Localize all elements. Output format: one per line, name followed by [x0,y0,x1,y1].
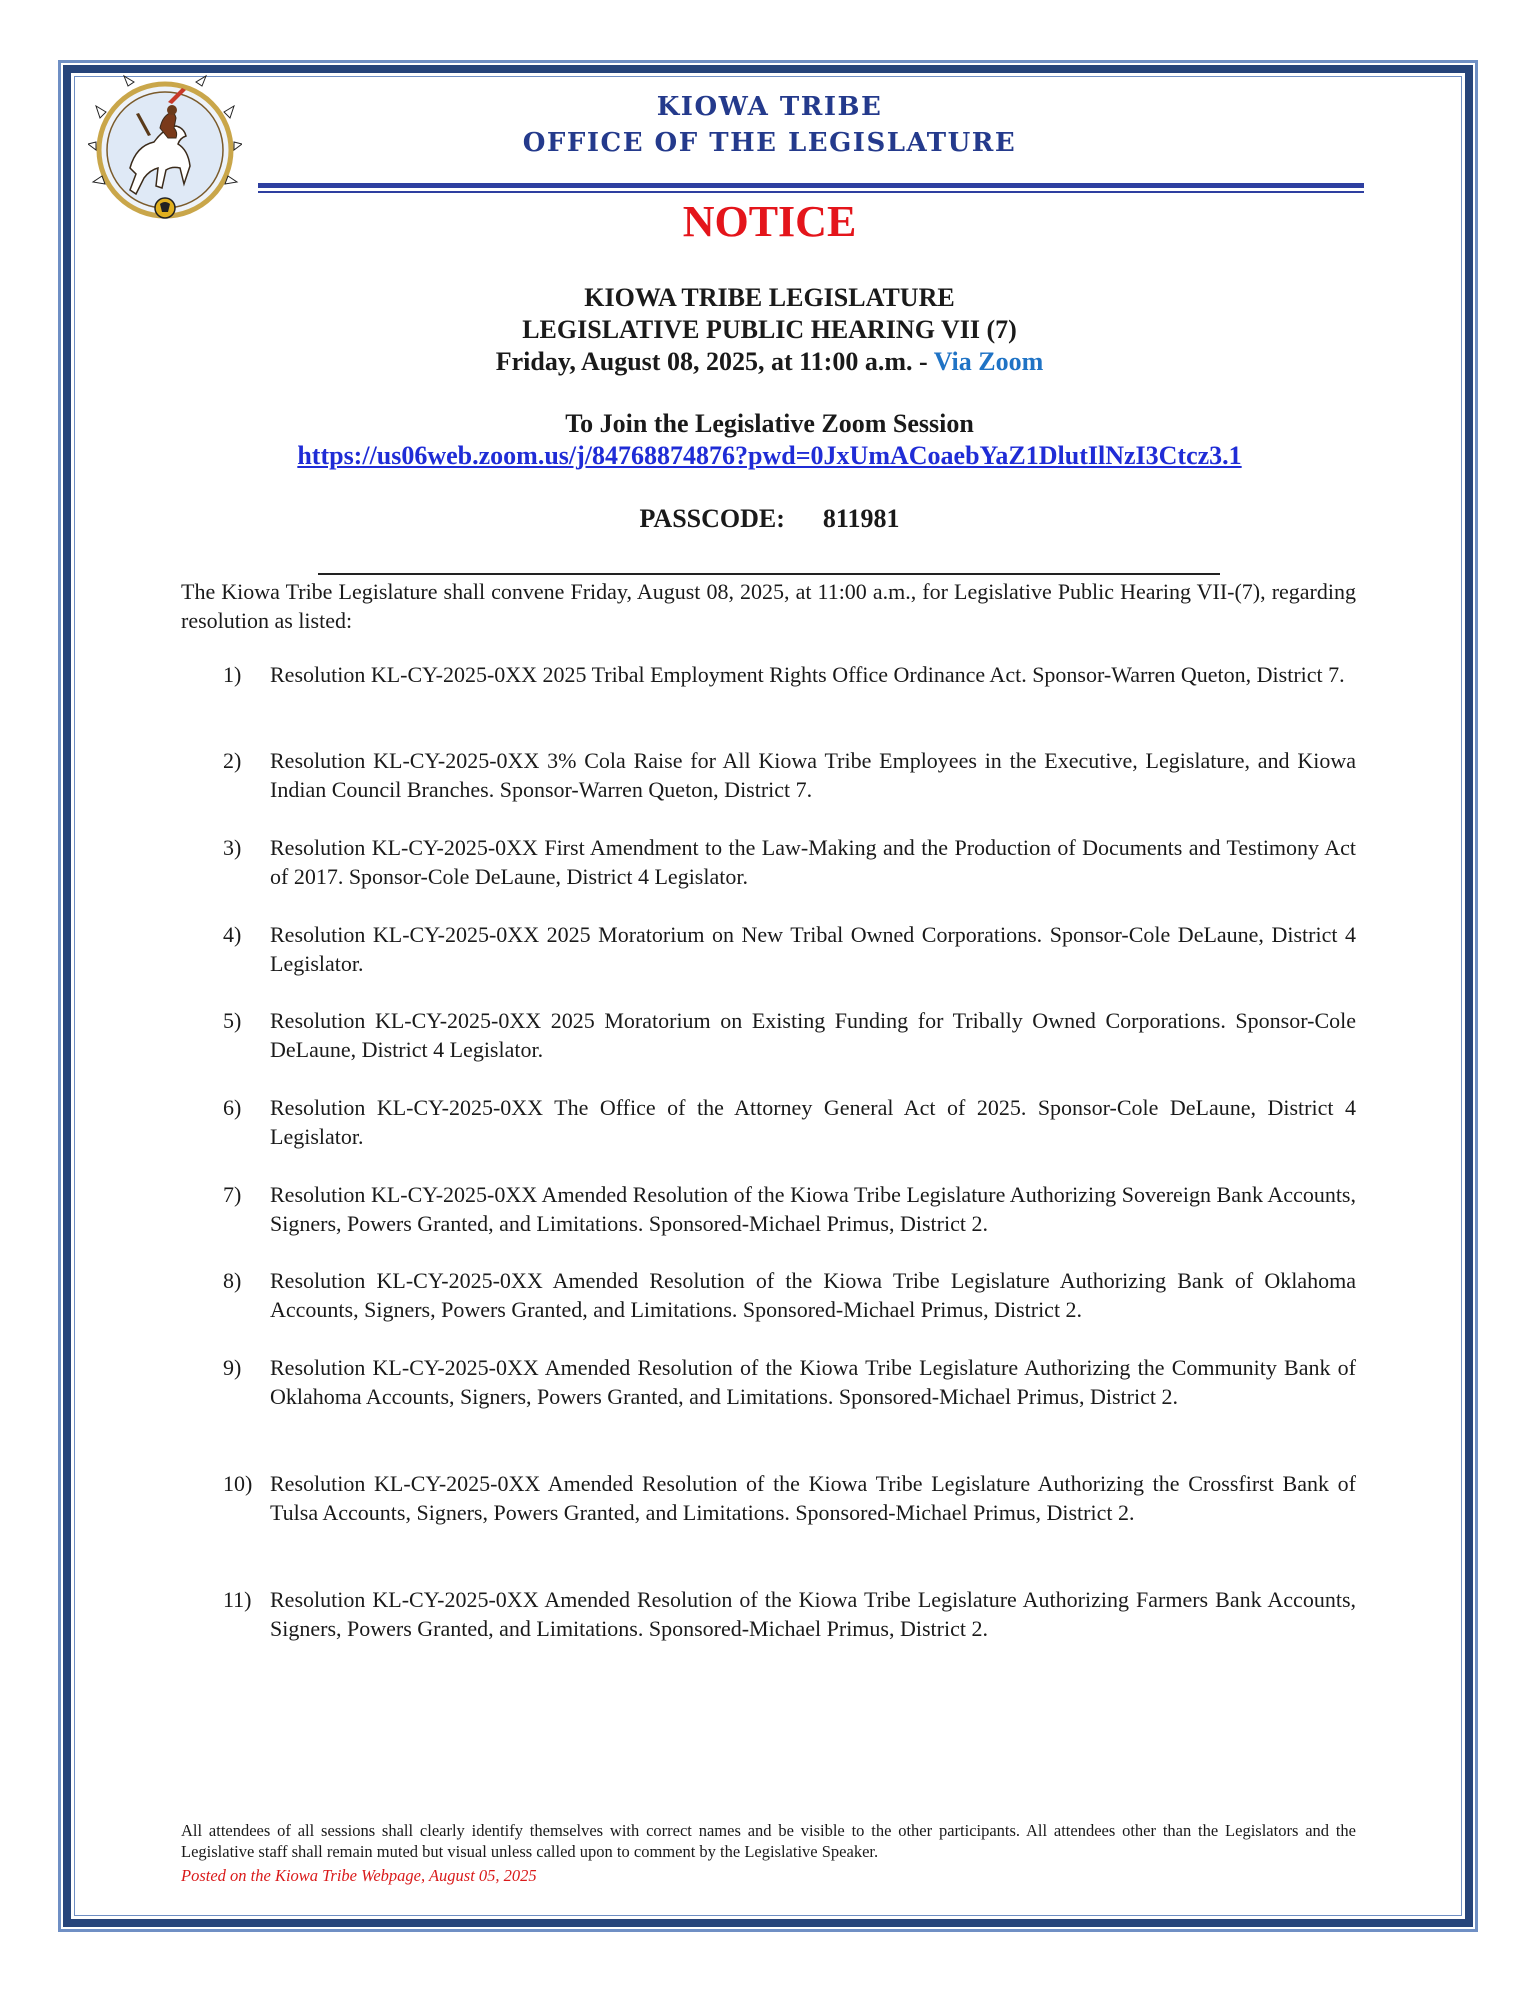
item-number: 5) [223,1008,242,1033]
item-text: Resolution KL-CY-2025-0XX Amended Resolution of the Kiowa Tribe Legislature Authorizing Bank of Oklahoma Accounts, Signers, Powers Granted, and Limitations. Sponsored-Michael Primus, District 2. [270,1268,1356,1322]
zoom-link[interactable]: https://us06web.zoom.us/j/84768874876?pwd=0JxUmACoaebYaZ1DlutIlNzI3Ctcz3.1 [297,441,1242,470]
meeting-datetime-line [0,346,1539,378]
item-text: Resolution KL-CY-2025-0XX Amended Resolution of the Kiowa Tribe Legislature Authorizing the Community Bank of Oklahoma Accounts, Signers, Powers Granted, and Limitations. Sponsored-Michael Primus, District 2. [270,1355,1356,1409]
passcode-value: 811981 [822,504,900,533]
item-text: Resolution KL-CY-2025-0XX Amended Resolution of the Kiowa Tribe Legislature Authorizing Sovereign Bank Accounts, Signers, Powers Granted, and Limitations. Sponsored-Michael Primus, District 2. [270,1182,1356,1236]
item-number: 1) [223,662,242,687]
item-number: 4) [223,922,242,947]
item-text: Resolution KL-CY-2025-0XX Amended Resolution of the Kiowa Tribe Legislature Authorizing the Crossfirst Bank of Tulsa Accounts, Signers, Powers Granted, and Limitations. Sponsored-Michael Primus, District 2. [270,1471,1356,1525]
item-number: 11) [223,1587,252,1612]
item-number: 2) [223,748,242,773]
item-text: Resolution KL-CY-2025-0XX Amended Resolution of the Kiowa Tribe Legislature Authorizing Farmers Bank Accounts, Signers, Powers Granted, and Limitations. Sponsored-Michael Primus, District 2. [270,1587,1356,1641]
header-rule-thin [258,191,1364,193]
passcode-line [0,503,1539,535]
item-text: Resolution KL-CY-2025-0XX 2025 Moratorium on Existing Funding for Tribally Owned Corporations. Sponsor-Cole DeLaune, District 4 Legislator. [270,1008,1356,1062]
item-text: Resolution KL-CY-2025-0XX First Amendment to the Law-Making and the Production of Documents and Testimony Act of 2017. Sponsor-Cole DeLaune, District 4 Legislator. [270,835,1356,889]
section-divider [318,573,1220,575]
header-office-name: OFFICE OF THE LEGISLATURE [522,128,1017,158]
item-number: 9) [223,1355,242,1380]
intro-paragraph: The Kiowa Tribe Legislature shall convene Friday, August 08, 2025, at 11:00 a.m., for Legislative Public Hearing VII-(7), regarding resolution as listed: [181,579,1356,633]
zoom-heading: To Join the Legislative Zoom Session [565,409,974,438]
passcode-label: PASSCODE: [639,504,785,533]
attendee-footnote: All attendees of all sessions shall clearly identify themselves with correct names and be visible to the other participants. All attendees other than the Legislators and the Legislative staff shall remain muted but visual unless called upon to comment by the Legislative Speaker. [181,1821,1356,1861]
meeting-title: LEGISLATIVE PUBLIC HEARING VII (7) [522,315,1017,344]
notice-title: NOTICE [682,197,857,246]
meeting-datetime: Friday, August 08, 2025, at 11:00 a.m. - [495,347,928,376]
item-text: Resolution KL-CY-2025-0XX The Office of the Attorney General Act of 2025. Sponsor-Cole DeLaune, District 4 Legislator. [270,1095,1356,1149]
meeting-venue: Via Zoom [933,347,1044,376]
header-rule [258,183,1364,188]
item-number: 10) [223,1471,253,1496]
item-number: 3) [223,835,242,860]
item-number: 8) [223,1268,242,1293]
posted-date-note: Posted on the Kiowa Tribe Webpage, August 05, 2025 [181,1866,537,1885]
item-text: Resolution KL-CY-2025-0XX 2025 Tribal Employment Rights Office Ordinance Act. Sponsor-Warren Queton, District 7. [270,662,1345,687]
meeting-body: KIOWA TRIBE LEGISLATURE [584,283,955,312]
item-number: 7) [223,1182,242,1207]
item-text: Resolution KL-CY-2025-0XX 2025 Moratorium on New Tribal Owned Corporations. Sponsor-Cole DeLaune, District 4 Legislator. [270,922,1356,976]
item-number: 6) [223,1095,242,1120]
zoom-link-line [0,440,1539,472]
header-tribe-name: KIOWA TRIBE [656,92,883,122]
item-text: Resolution KL-CY-2025-0XX 3% Cola Raise for All Kiowa Tribe Employees in the Executive, Legislature, and Kiowa Indian Council Branches. Sponsor-Warren Queton, District 7. [270,748,1356,802]
